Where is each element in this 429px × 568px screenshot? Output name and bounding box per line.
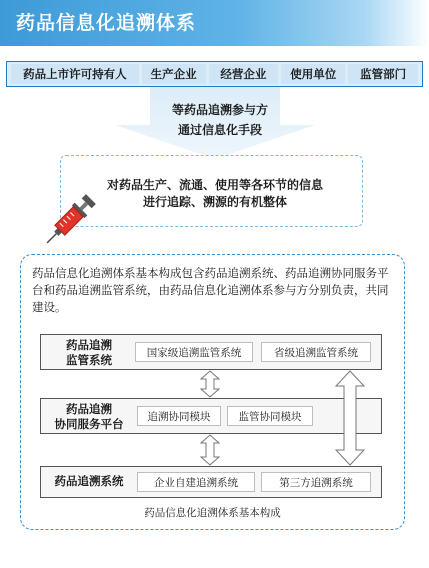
layer-platform-label-2: 协同服务平台	[54, 417, 124, 431]
double-arrow-icon	[198, 370, 222, 398]
module-third-party-system: 第三方追溯系统	[261, 472, 371, 492]
means-line-1: 等药品追溯参与方	[171, 103, 268, 117]
means-line-2: 通过信息化手段	[177, 123, 262, 137]
syringe-icon	[36, 188, 102, 254]
layer-supervision-label-1: 药品追溯	[66, 338, 112, 352]
title-bar	[0, 0, 429, 46]
module-supervision-collaboration: 监管协同模块	[227, 406, 313, 426]
module-provincial-supervision: 省级追溯监管系统	[261, 342, 371, 362]
participants-row	[6, 61, 423, 87]
structure-description: 药品信息化追溯体系基本构成包含药品追溯系统、药品追溯协同服务平台和药品追溯监管系统，由药品信息化追溯体系参与方分别负责，共同建设。	[32, 266, 389, 314]
structure-caption: 药品信息化追溯体系基本构成	[144, 507, 281, 519]
goal-line-1: 对药品生产、流通、使用等各环节的信息	[106, 178, 323, 192]
layer-trace-system-label: 药品追溯系统	[54, 474, 124, 488]
party-regulator: 监管部门	[348, 64, 418, 84]
goal-text	[70, 177, 360, 211]
double-arrow-icon	[334, 370, 366, 466]
module-trace-collaboration: 追溯协同模块	[137, 406, 221, 426]
page-title: 药品信息化追溯体系	[16, 12, 197, 34]
layer-trace-system	[40, 466, 382, 498]
layer-platform-label	[43, 402, 135, 432]
party-distributor: 经营企业	[209, 64, 279, 84]
module-self-built-system: 企业自建追溯系统	[137, 472, 255, 492]
layer-supervision-label	[49, 338, 129, 368]
layer-supervision	[40, 334, 382, 370]
party-mah: 药品上市许可持有人	[11, 64, 139, 84]
goal-line-2: 进行追踪、溯源的有机整体	[142, 195, 287, 209]
module-national-supervision: 国家级追溯监管系统	[135, 342, 253, 362]
layer-platform-label-1: 药品追溯	[66, 402, 112, 416]
layer-platform	[40, 398, 382, 434]
party-user-unit: 使用单位	[281, 64, 345, 84]
double-arrow-icon	[198, 434, 222, 466]
party-manufacturer: 生产企业	[142, 64, 206, 84]
layer-supervision-label-2: 监管系统	[66, 353, 112, 367]
